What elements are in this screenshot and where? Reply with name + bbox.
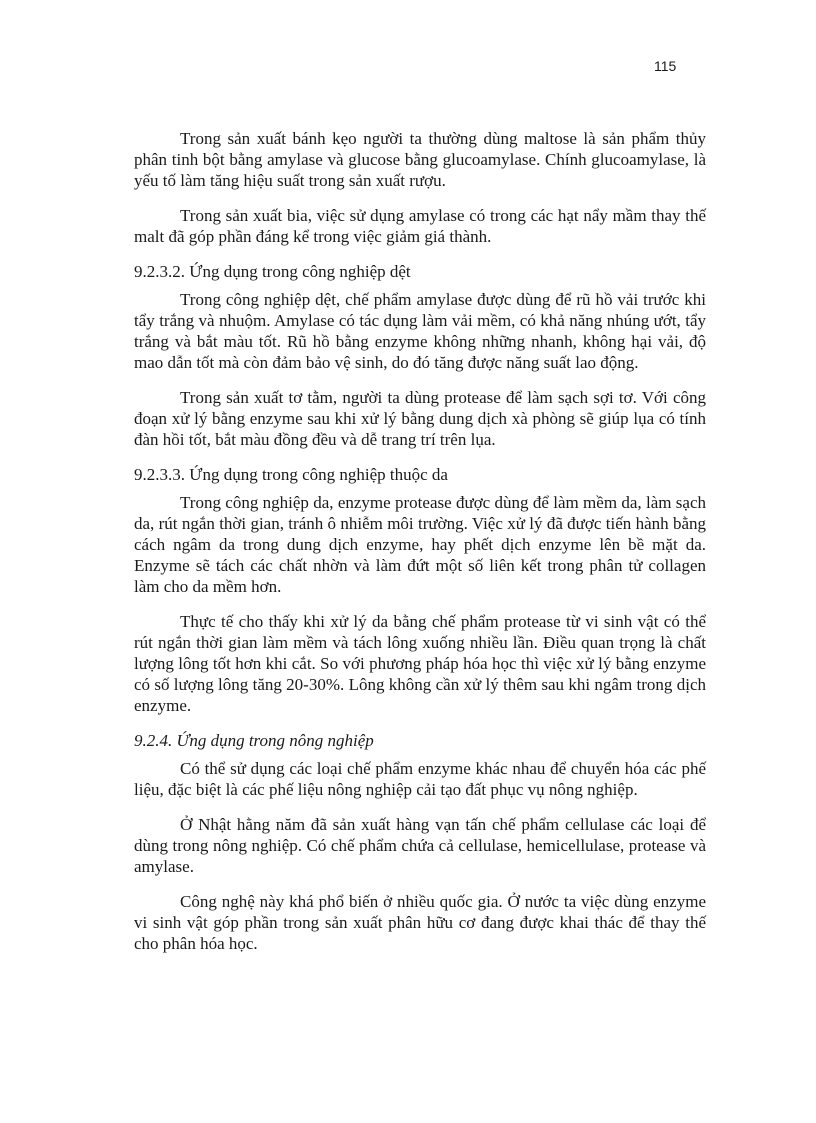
paragraph: Có thể sử dụng các loại chế phẩm enzyme khác nhau để chuyển hóa các phế liệu, đặc biệt là các phế liệu nông nghiệp cải tạo đất phục vụ nông nghiệp. bbox=[134, 759, 706, 799]
paragraph: Công nghệ này khá phổ biến ở nhiều quốc gia. Ở nước ta việc dùng enzyme vi sinh vật góp phần trong sản xuất phân hữu cơ đang được khai thác để thay thế cho phân hóa học. bbox=[134, 892, 706, 953]
section-heading: 9.2.3.2. Ứng dụng trong công nghiệp dệt bbox=[134, 262, 411, 281]
paragraph: Trong công nghiệp da, enzyme protease được dùng để làm mềm da, làm sạch da, rút ngắn thời gian, tránh ô nhiễm môi trường. Việc xử lý đã được tiến hành bằng cách ngâm da trong dung dịch enzyme, hay phết dịch enzyme lên bề mặt da. Enzyme sẽ tách các chất nhờn và làm đứt một số liên kết trong phân tử collagen làm cho da mềm hơn. bbox=[134, 493, 706, 596]
page-number: 115 bbox=[654, 58, 677, 74]
paragraph: Trong sản xuất tơ tằm, người ta dùng protease để làm sạch sợi tơ. Với công đoạn xử lý bằng enzyme sau khi xử lý bằng dung dịch xà phòng sẽ giúp lụa có tính đàn hồi tốt, bắt màu đồng đều và dễ trang trí trên lụa. bbox=[134, 388, 706, 449]
paragraph: Trong sản xuất bánh kẹo người ta thường dùng maltose là sản phẩm thủy phân tinh bột bằng amylase và glucose bằng glucoamylase. Chính glucoamylase, là yếu tố làm tăng hiệu suất trong sản xuất rượu. bbox=[134, 129, 706, 190]
document-body bbox=[134, 128, 706, 968]
paragraph: Ở Nhật hằng năm đã sản xuất hàng vạn tấn chế phẩm cellulase các loại để dùng trong nông nghiệp. Có chế phẩm chứa cả cellulase, hemicellulase, protease và amylase. bbox=[134, 815, 706, 876]
paragraph: Trong sản xuất bia, việc sử dụng amylase có trong các hạt nẩy mầm thay thế malt đã góp phần đáng kể trong việc giảm giá thành. bbox=[134, 206, 706, 246]
paragraph: Thực tế cho thấy khi xử lý da bằng chế phẩm protease từ vi sinh vật có thể rút ngắn thời gian làm mềm và tách lông xuống nhiều lần. Điều quan trọng là chất lượng lông tốt hơn khi cắt. So với phương pháp hóa học thì việc xử lý bằng enzyme có số lượng lông tăng 20-30%. Lông không cần xử lý thêm sau khi ngâm trong dịch enzyme. bbox=[134, 612, 706, 715]
paragraph: Trong công nghiệp dệt, chế phẩm amylase được dùng để rũ hồ vải trước khi tẩy trắng và nhuộm. Amylase có tác dụng làm vải mềm, có khả năng nhúng ướt, tẩy trắng và bắt màu tốt. Rũ hồ bằng enzyme không những nhanh, không hại vải, độ mao dẫn tốt mà còn đảm bảo vệ sinh, do đó tăng được năng suất lao động. bbox=[134, 290, 706, 372]
section-heading: 9.2.4. Ứng dụng trong nông nghiệp bbox=[134, 731, 374, 750]
section-heading: 9.2.3.3. Ứng dụng trong công nghiệp thuộc da bbox=[134, 465, 448, 484]
